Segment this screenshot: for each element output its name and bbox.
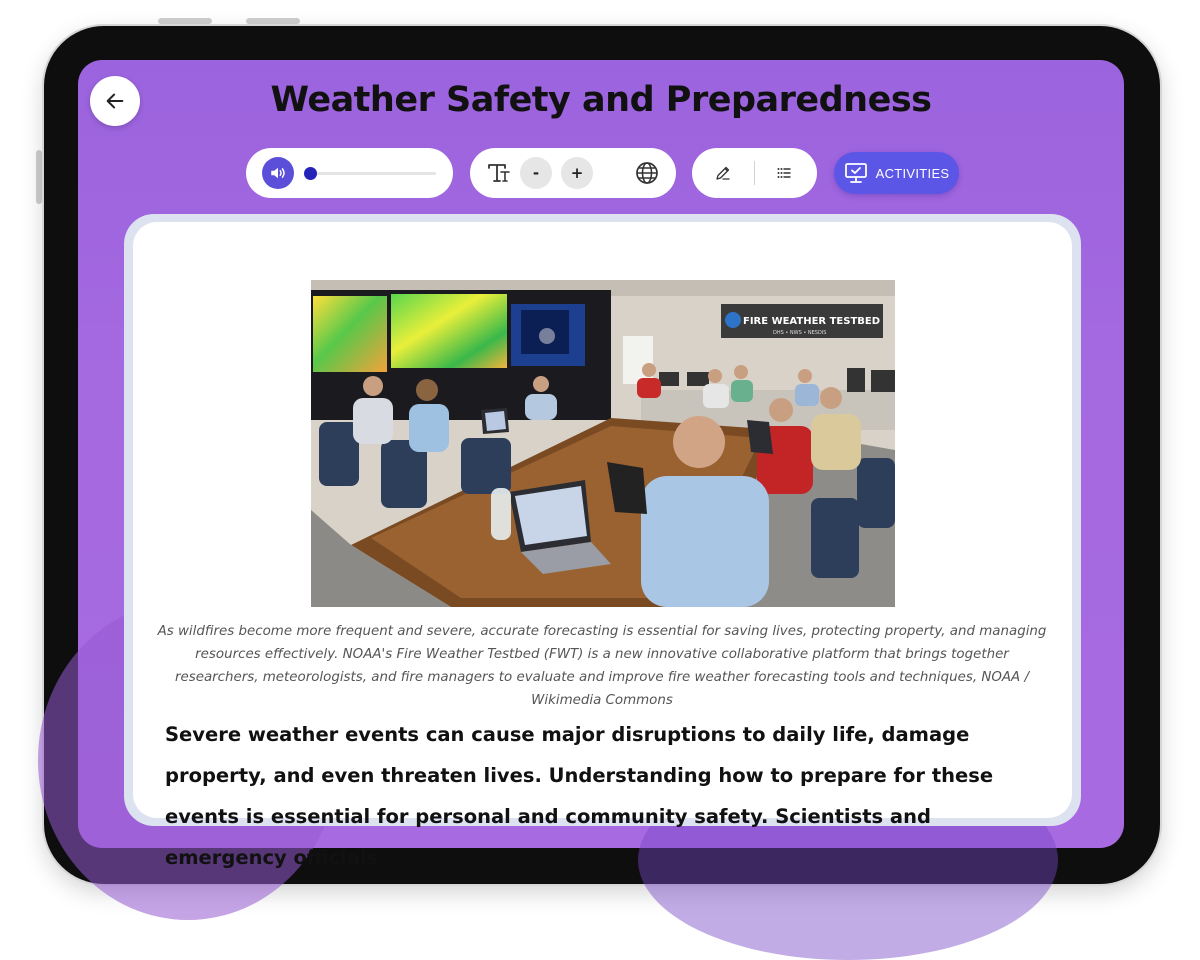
page-title: Weather Safety and Preparedness	[270, 80, 932, 120]
testbed-sign-text: FIRE WEATHER TESTBED	[743, 316, 881, 327]
speaker-icon	[269, 164, 287, 182]
article-card	[133, 222, 1072, 869]
pencil-icon[interactable]	[714, 164, 732, 182]
power-hardware-button	[36, 150, 42, 204]
volume-up-hardware-button	[158, 18, 212, 24]
increase-text-size-button[interactable]: +	[561, 157, 593, 189]
monitor-check-icon	[844, 162, 868, 184]
audio-player	[246, 148, 453, 198]
globe-icon[interactable]	[634, 160, 660, 186]
article-body: Severe weather events can cause major disruptions to daily life, damage property, and even threaten lives. Understanding how to prepare for these events is essential for personal and community safety. Scientists and emergency officials	[165, 723, 994, 869]
image-caption: As wildfires become more frequent and severe, accurate forecasting is essential for saving lives, protecting property, and managing resources effectively. NOAA's Fire Weather Testbed (FWT) is a new innovative collaborative platform that brings together researchers, meteorologists, and fire managers to evaluate and improve fire weather forecasting tools and techniques, NOAA / Wikimedia Commons	[157, 624, 1047, 708]
text-settings-bar	[470, 148, 676, 198]
article-card-frame	[124, 214, 1081, 869]
toolbar-divider	[754, 161, 755, 185]
volume-down-hardware-button	[246, 18, 300, 24]
activities-button[interactable]	[834, 152, 959, 194]
article-image	[311, 280, 895, 607]
testbed-sign-subtext: DHS • NWS • NESDIS	[773, 330, 827, 336]
app-screen	[78, 60, 1124, 869]
text-size-icon[interactable]	[486, 160, 512, 186]
activities-label: ACTIVITIES	[875, 165, 950, 181]
audio-progress-track[interactable]	[306, 172, 436, 175]
reading-tools-bar	[692, 148, 817, 198]
audio-progress-knob[interactable]	[304, 167, 317, 180]
decrease-text-size-button[interactable]: -	[520, 157, 552, 189]
list-icon[interactable]	[775, 164, 793, 182]
audio-play-button[interactable]	[262, 157, 294, 189]
